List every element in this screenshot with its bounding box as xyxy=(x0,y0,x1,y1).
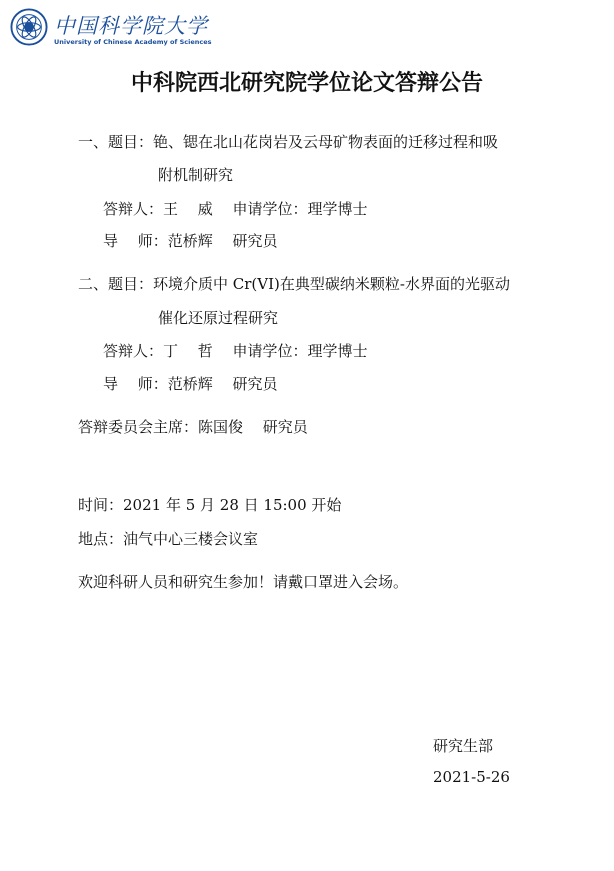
university-emblem-icon xyxy=(10,8,48,46)
item-2-advisor: 导 师：范桥辉 研究员 xyxy=(103,375,278,393)
item-2-defender: 答辩人：丁 哲 申请学位：理学博士 xyxy=(103,342,368,360)
item-1-defender: 答辩人：王 威 申请学位：理学博士 xyxy=(103,200,368,218)
logo-chinese-name: 中国科学院大学 xyxy=(54,14,208,38)
defense-time: 时间：2021 年 5 月 28 日 15:00 开始 xyxy=(78,496,342,514)
item-2-title-line-2: 催化还原过程研究 xyxy=(158,309,279,327)
signature-department: 研究生部 xyxy=(433,737,494,755)
university-logo xyxy=(10,8,210,48)
committee-chair: 答辩委员会主席：陈国俊 研究员 xyxy=(78,418,308,436)
item-1-title-line-1: 一、题目：铯、锶在北山花岗岩及云母矿物表面的迁移过程和吸 xyxy=(78,133,499,151)
welcome-note: 欢迎科研人员和研究生参加！请戴口罩进入会场。 xyxy=(78,573,409,591)
item-2-title-line-1: 二、题目：环境介质中 Cr(VI)在典型碳纳米颗粒-水界面的光驱动 xyxy=(78,275,510,293)
page-title: 中科院西北研究院学位论文答辩公告 xyxy=(130,71,483,96)
defense-location: 地点：油气中心三楼会议室 xyxy=(78,530,259,548)
logo-english-name: University of Chinese Academy of Sciences xyxy=(54,38,212,46)
item-1-advisor: 导 师：范桥辉 研究员 xyxy=(103,232,278,250)
signature-date: 2021-5-26 xyxy=(433,768,510,786)
item-1-title-line-2: 附机制研究 xyxy=(158,166,234,184)
